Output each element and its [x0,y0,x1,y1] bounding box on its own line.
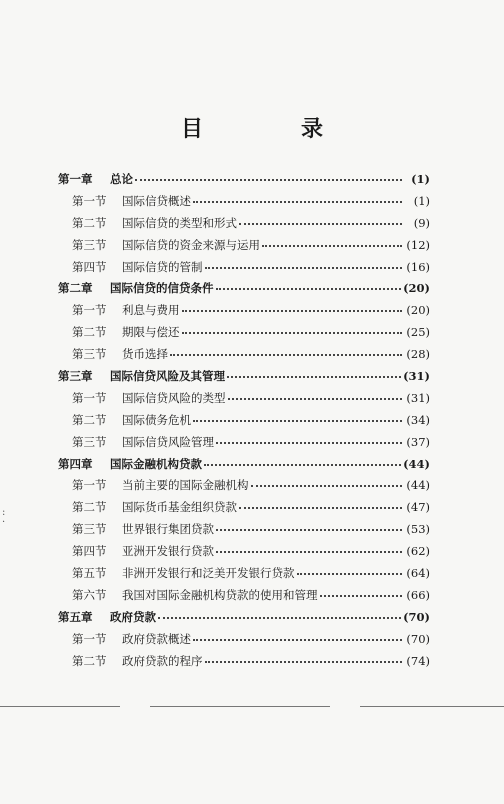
toc-number: 第六节 [72,587,107,602]
toc-page-number: (1) [413,193,430,208]
toc-chapter [58,609,430,631]
toc-section [58,302,430,324]
toc-number: 第一节 [72,390,107,405]
toc-title: 国际信贷概述 [122,193,191,208]
toc-page-number: (66) [406,587,430,602]
toc-title: 国际信贷风险及其管理 [110,369,225,384]
toc-leader-dots [216,287,402,290]
toc-title: 非洲开发银行和泛美开发银行贷款 [122,566,295,581]
toc-page-number: (9) [413,215,430,230]
toc-leader-dots [182,309,403,312]
toc-number: 第一章 [58,172,93,186]
toc-page-number: (34) [406,412,430,427]
toc-leader-dots [297,572,403,575]
toc-leader-dots [193,419,402,422]
toc-section [58,346,430,368]
toc-section [58,565,430,587]
toc-page-number: (20) [406,303,430,318]
toc-section [58,587,430,609]
toc-leader-dots [216,441,402,444]
toc-page-number: (47) [406,500,430,515]
toc-number: 第四节 [72,259,107,274]
toc-leader-dots [216,528,402,531]
toc-title: 国际信贷风险的类型 [122,390,226,405]
toc-number: 第五节 [72,566,107,581]
toc-leader-dots [182,331,403,334]
toc-page-number: (1) [411,172,430,186]
toc-number: 第四节 [72,544,107,559]
toc-section [58,499,430,521]
toc-leader-dots [158,616,401,619]
toc-leader-dots [320,594,403,597]
toc-title: 当前主要的国际金融机构 [122,478,249,493]
toc-number: 第三节 [72,522,107,537]
toc-page-number: (16) [406,259,430,274]
toc-page-number: (12) [406,237,430,252]
toc-number: 第三节 [72,347,107,362]
margin-mark: : · [2,507,6,528]
toc-title: 总论 [110,172,133,186]
toc-title: 货币选择 [122,347,168,362]
toc-section [58,259,430,281]
toc-title: 利息与费用 [122,303,180,318]
toc-title: 亚洲开发银行贷款 [122,544,214,559]
toc-number: 第二节 [72,325,107,340]
toc-page-number: (44) [406,478,430,493]
toc-title: 我国对国际金融机构贷款的使用和管理 [122,587,318,602]
toc-page-number: (31) [403,369,430,384]
toc-section [58,434,430,456]
toc-number: 第二节 [72,653,107,668]
toc-section [58,543,430,565]
toc-leader-dots [193,200,402,203]
toc-leader-dots [228,397,403,400]
toc-title: 国际金融机构贷款 [110,456,202,471]
toc-page-number: (44) [403,456,430,471]
toc-section [58,477,430,499]
bottom-rule-left [0,706,120,707]
toc-title: 世界银行集团贷款 [122,522,214,537]
toc-page-number: (20) [403,281,430,296]
toc-number: 第四章 [58,456,93,471]
toc-section [58,324,430,346]
toc-leader-dots [239,506,402,509]
toc-number: 第一节 [72,193,107,208]
toc-section [58,412,430,434]
toc-number: 第三章 [58,369,93,384]
toc-title: 政府贷款 [110,609,156,624]
toc-section [58,390,430,412]
table-of-contents [58,171,430,674]
toc-title: 国际信贷风险管理 [122,434,214,449]
toc-leader-dots [239,222,402,225]
toc-number: 第三节 [72,434,107,449]
toc-leader-dots [262,244,402,247]
toc-number: 第二章 [58,281,93,296]
toc-section [58,215,430,237]
toc-title: 政府贷款的程序 [122,653,203,668]
toc-leader-dots [251,484,403,487]
toc-page-number: (74) [406,653,430,668]
toc-leader-dots [135,178,402,181]
toc-title: 政府贷款概述 [122,631,191,646]
toc-title: 国际债务危机 [122,412,191,427]
toc-leader-dots [205,266,403,269]
toc-page-number: (62) [406,544,430,559]
toc-leader-dots [193,638,402,641]
toc-page-number: (70) [403,609,430,624]
toc-title: 国际信贷的管制 [122,259,203,274]
toc-number: 第二节 [72,412,107,427]
page-title: 目 录 [180,116,361,142]
toc-section [58,631,430,653]
toc-leader-dots [205,660,403,663]
toc-page-number: (53) [406,522,430,537]
toc-title: 国际货币基金组织贷款 [122,500,237,515]
toc-leader-dots [204,463,401,466]
toc-page-number: (70) [406,631,430,646]
toc-title: 期限与偿还 [122,325,180,340]
toc-title: 国际信贷的资金来源与运用 [122,237,260,252]
toc-leader-dots [216,550,402,553]
toc-section [58,193,430,215]
toc-chapter [58,171,430,193]
toc-section [58,521,430,543]
toc-number: 第二节 [72,215,107,230]
toc-page-number: (37) [406,434,430,449]
toc-leader-dots [170,353,402,356]
toc-number: 第一节 [72,478,107,493]
bottom-rule-right [360,706,504,707]
toc-number: 第五章 [58,609,93,624]
toc-chapter [58,280,430,302]
toc-page-number: (64) [406,566,430,581]
toc-section [58,237,430,259]
toc-number: 第三节 [72,237,107,252]
toc-chapter [58,456,430,478]
toc-number: 第一节 [72,631,107,646]
toc-leader-dots [227,375,401,378]
toc-chapter [58,368,430,390]
toc-title: 国际信贷的信贷条件 [110,281,214,296]
toc-number: 第一节 [72,303,107,318]
toc-title: 国际信贷的类型和形式 [122,215,237,230]
toc-page-number: (25) [406,325,430,340]
toc-section [58,653,430,675]
toc-page-number: (31) [406,390,430,405]
bottom-rule-middle [150,706,330,707]
toc-number: 第二节 [72,500,107,515]
toc-page-number: (28) [406,347,430,362]
